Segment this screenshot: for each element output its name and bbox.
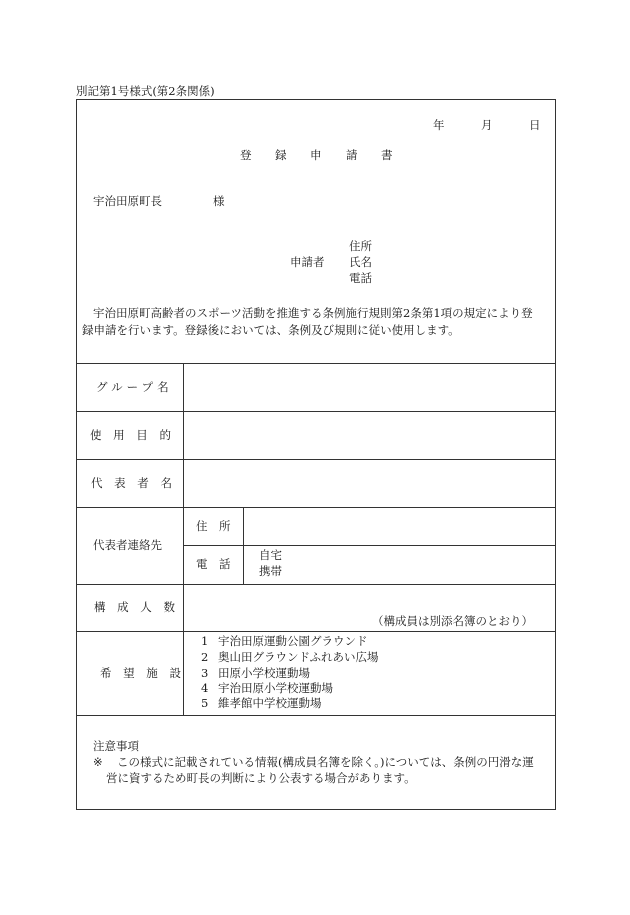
row-divider	[76, 459, 556, 460]
row-divider	[183, 545, 556, 546]
contact-phone-label: 電 話	[196, 557, 231, 571]
date-month-label: 月	[481, 118, 493, 132]
title-char-5: 書	[381, 148, 393, 162]
facility-name: 宇治田原運動公園グラウンド	[218, 634, 368, 648]
members-label: 構 成 人 数	[94, 600, 179, 614]
applicant-label: 申請者	[290, 255, 325, 269]
row-divider	[76, 631, 556, 632]
contact-label: 代表者連絡先	[93, 538, 162, 552]
form-label: 別記第1号様式(第2条関係)	[76, 84, 215, 98]
row-divider	[76, 363, 556, 364]
row-divider	[76, 411, 556, 412]
notes-line-1: この様式に記載されている情報(構成員名簿を除く。)については、条例の円滑な運	[117, 755, 534, 769]
facility-number: 3	[201, 666, 209, 680]
facility-name: 宇治田原小学校運動場	[218, 681, 333, 695]
row-divider	[76, 507, 556, 508]
group-name-field[interactable]	[185, 365, 554, 409]
facility-number: 2	[201, 650, 209, 664]
contact-phone-mobile-label: 携帯	[259, 564, 282, 578]
contact-address-field[interactable]	[245, 509, 554, 543]
representative-label: 代 表 者 名	[91, 476, 176, 490]
applicant-phone-label: 電話	[349, 271, 372, 285]
column-divider	[183, 363, 184, 715]
statement-line-2: 録申請を行います。登録後においては、条例及び規則に従い使用します。	[82, 323, 460, 337]
group-name-label: グループ名	[96, 380, 173, 394]
title-char-3: 申	[310, 148, 322, 162]
notes-heading: 注意事項	[93, 739, 139, 753]
facility-name: 維孝館中学校運動場	[218, 696, 322, 710]
representative-field[interactable]	[185, 461, 554, 505]
facility-number: 1	[201, 634, 209, 648]
row-divider	[76, 584, 556, 585]
applicant-name-label: 氏名	[349, 255, 372, 269]
facility-number: 4	[201, 681, 209, 695]
purpose-label: 使 用 目 的	[90, 428, 175, 442]
facilities-label: 希 望 施 設	[100, 666, 185, 680]
notes-line-2: 営に資するため町長の判断により公表する場合があります。	[106, 771, 416, 785]
facility-name: 奥山田グラウンドふれあい広場	[218, 650, 379, 664]
column-divider	[243, 507, 244, 584]
contact-address-label: 住 所	[196, 519, 231, 533]
statement-line-1: 宇治田原町高齢者のスポーツ活動を推進する条例施行規則第2条第1項の規定により登	[93, 306, 533, 320]
title-char-1: 登	[240, 148, 252, 162]
members-note: （構成員は別添名簿のとおり）	[372, 614, 533, 628]
title-char-2: 録	[275, 148, 287, 162]
purpose-field[interactable]	[185, 413, 554, 457]
notes-mark: ※	[93, 755, 103, 769]
date-year-label: 年	[433, 118, 445, 132]
addressee-name: 宇治田原町長	[93, 194, 162, 208]
contact-phone-home-label: 自宅	[259, 548, 282, 562]
date-day-label: 日	[529, 118, 541, 132]
row-divider	[76, 715, 556, 716]
members-field[interactable]	[185, 586, 554, 612]
applicant-address-label: 住所	[349, 239, 372, 253]
facility-number: 5	[201, 696, 209, 710]
addressee-honorific: 様	[213, 194, 225, 208]
title-char-4: 請	[346, 148, 358, 162]
facility-name: 田原小学校運動場	[218, 666, 310, 680]
